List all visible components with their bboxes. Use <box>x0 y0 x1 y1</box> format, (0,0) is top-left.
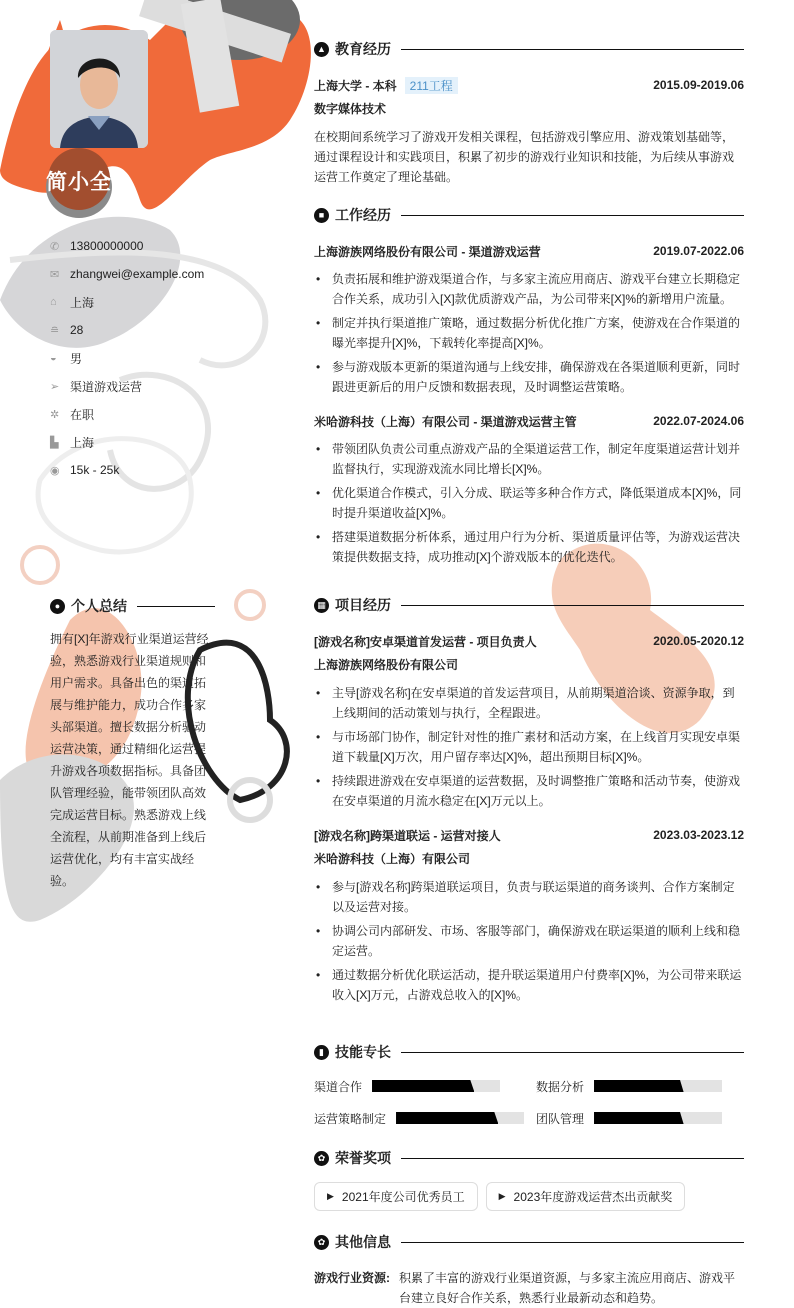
skill-name: 运营策略制定 <box>314 1111 387 1126</box>
section-title: 其他信息 <box>335 1234 391 1250</box>
date: 2020.05-2020.12 <box>653 634 744 648</box>
skill-name: 数据分析 <box>536 1079 585 1094</box>
bullet: • 制定并执行渠道推广策略，通过数据分析优化推广方案，使游戏在合作渠道的曝光率提升[X]%，下载转化率提高[X]%。 <box>314 313 744 353</box>
projects-section <box>314 595 744 1009</box>
info-icon: ✿ <box>314 1235 329 1250</box>
section-title: 技能专长 <box>335 1044 391 1060</box>
candidate-name: 简小全 <box>46 171 112 194</box>
bullet: • 搭建渠道数据分析体系，通过用户行为分析、渠道质量评估等，为游戏运营决策提供数据支持，成功推动[X]个游戏版本的优化迭代。 <box>314 527 744 567</box>
info-status <box>50 400 250 428</box>
bullet: • 协调公司内部研发、市场、客服等部门，确保游戏在联运渠道的顺利上线和稳定运营。 <box>314 921 744 961</box>
divider <box>401 215 744 216</box>
skill-bar-fill <box>594 1080 684 1092</box>
bullet: • 主导[游戏名称]在安卓渠道的首发运营项目，从前期渠道洽谈、资源争取，到上线期间的活动策划与执行，全程跟进。 <box>314 683 744 723</box>
divider <box>401 1052 744 1053</box>
date: 2023.03-2023.12 <box>653 828 744 842</box>
project-company: 米哈游科技（上海）有限公司 <box>314 852 471 866</box>
briefcase-icon: ■ <box>314 208 329 223</box>
bullet: • 参与[游戏名称]跨渠道联运项目，负责与联运渠道的商务谈判、合作方案制定以及运营对接。 <box>314 877 744 917</box>
job-title: 米哈游科技（上海）有限公司 - 渠道游戏运营主管 <box>314 414 577 429</box>
date: 2015.09-2019.06 <box>653 78 744 92</box>
cake-icon: ≘ <box>50 324 60 337</box>
skill-bar-fill <box>396 1112 498 1124</box>
skill-item <box>536 1108 744 1128</box>
divider <box>137 606 215 607</box>
date: 2019.07-2022.06 <box>653 244 744 258</box>
send-icon: ➢ <box>50 380 60 393</box>
bullet: • 持续跟进游戏在安卓渠道的运营数据，及时调整推广策略和活动节奏，使游戏在安卓渠道的月流水稳定在[X]万元以上。 <box>314 771 744 811</box>
bullet: • 与市场部门协作，制定针对性的推广素材和活动方案，在上线首月实现安卓渠道下载量[X]万次，用户留存率达[X]%，超出预期目标[X]%。 <box>314 727 744 767</box>
summary-text: 拥有[X]年游戏行业渠道运营经验，熟悉游戏行业渠道规则和用户需求。具备出色的渠道拓展与维护能力，成功合作多家头部渠道。擅长数据分析驱动运营决策，通过精细化运营提升游戏各项数据指标。具备团队管理经验，能带领团队高效完成运营目标。熟悉游戏上线全流程，从前期准备到上线后运营优化，均有丰富实战经验。 <box>50 632 209 888</box>
profile-photo <box>50 30 148 148</box>
summary-section <box>50 596 215 892</box>
skill-item <box>314 1108 536 1128</box>
bullet: • 带领团队负责公司重点游戏产品的全渠道运营工作，制定年度渠道运营计划并监督执行，实现游戏流水同比增长[X]%。 <box>314 439 744 479</box>
award-label: 2021年度公司优秀员工 <box>341 1190 465 1204</box>
info-city <box>50 428 250 456</box>
info-phone <box>50 232 250 260</box>
phone-icon: ✆ <box>50 240 60 253</box>
status-icon: ✲ <box>50 408 60 421</box>
job-title: 上海游族网络股份有限公司 - 渠道游戏运营 <box>314 244 541 259</box>
skill-bar-fill <box>372 1080 474 1092</box>
award-item <box>314 1182 478 1211</box>
gender-icon: ◒ <box>50 352 57 364</box>
skill-bar <box>594 1080 722 1092</box>
bullet: • 参与游戏版本更新的渠道沟通与上线安排，确保游戏在各渠道顺利更新，同时跟进更新后的用户反馈和数据表现，及时调整运营策略。 <box>314 357 744 397</box>
school-name: 上海大学 - 本科 <box>314 78 397 93</box>
bullet: • 优化渠道合作模式，引入分成、联运等多种合作方式，降低渠道成本[X]%，同时提升渠道收益[X]%。 <box>314 483 744 523</box>
award-icon: ✿ <box>314 1151 329 1166</box>
skill-name: 团队管理 <box>536 1111 585 1126</box>
bullet: • 负责拓展和维护游戏渠道合作，与多家主流应用商店、游戏平台建立长期稳定合作关系，成功引入[X]款优质游戏产品，为公司带来[X]%的新增用户流量。 <box>314 269 744 309</box>
education-desc: 在校期间系统学习了游戏开发相关课程，包括游戏引擎应用、游戏策划基础等，通过课程设计和实践项目，积累了初步的游戏行业知识和技能，为后续从事游戏运营工作奠定了理论基础。 <box>314 130 735 184</box>
skill-bar <box>372 1080 500 1092</box>
section-title: 工作经历 <box>335 207 391 223</box>
info-value: zhangwei@example.com <box>70 267 205 281</box>
work-section <box>314 205 744 571</box>
skill-item <box>314 1076 536 1096</box>
info-position <box>50 372 250 400</box>
info-value: 渠道游戏运营 <box>70 379 143 394</box>
award-label: 2023年度游戏运营杰出贡献奖 <box>513 1190 673 1204</box>
divider <box>401 49 744 50</box>
skills-section <box>314 1042 744 1128</box>
info-value: 在职 <box>70 407 95 422</box>
skill-bar <box>396 1112 524 1124</box>
graduation-cap-icon: ▲ <box>314 42 329 57</box>
section-title: 荣誉奖项 <box>335 1150 391 1166</box>
info-value: 上海 <box>70 295 95 310</box>
bar-chart-icon: ▮ <box>314 1045 329 1060</box>
awards-section <box>314 1148 744 1211</box>
divider <box>401 1158 744 1159</box>
divider <box>401 1242 744 1243</box>
info-age <box>50 316 250 344</box>
project-title: [游戏名称]跨渠道联运 - 运营对接人 <box>314 828 501 843</box>
other-value: 积累了丰富的游戏行业渠道资源，与多家主流应用商店、游戏平台建立良好合作关系，熟悉行业最新动态和趋势。 <box>399 1271 736 1305</box>
personal-info <box>50 232 250 484</box>
grid-icon: ▦ <box>314 598 329 613</box>
salary-icon: ◉ <box>50 464 60 477</box>
triangle-icon: ▶ <box>498 1191 506 1201</box>
name-badge <box>44 148 114 218</box>
other-section <box>314 1232 744 1308</box>
skill-name: 渠道合作 <box>314 1079 363 1094</box>
other-key: 游戏行业资源: <box>314 1271 390 1285</box>
section-title: 个人总结 <box>71 598 127 614</box>
skill-bar-fill <box>594 1112 684 1124</box>
school-tag: 211工程 <box>405 77 458 94</box>
info-gender <box>50 344 250 372</box>
info-value: 上海 <box>70 435 95 450</box>
skill-bar <box>594 1112 722 1124</box>
info-salary <box>50 456 250 484</box>
project-title: [游戏名称]安卓渠道首发运营 - 项目负责人 <box>314 634 537 649</box>
divider <box>401 605 744 606</box>
mail-icon: ✉ <box>50 268 60 281</box>
info-value: 15k - 25k <box>70 463 120 477</box>
bullet: • 通过数据分析优化联运活动，提升联运渠道用户付费率[X]%，为公司带来联运收入[X]万元，占游戏总收入的[X]%。 <box>314 965 744 1005</box>
section-title: 项目经历 <box>335 597 391 613</box>
date: 2022.07-2024.06 <box>653 414 744 428</box>
info-value: 28 <box>70 323 84 337</box>
education-section <box>314 39 744 187</box>
info-location <box>50 288 250 316</box>
skill-item <box>536 1076 744 1096</box>
user-icon: ● <box>50 599 65 614</box>
triangle-icon: ▶ <box>327 1191 334 1201</box>
info-value: 男 <box>70 351 83 366</box>
home-icon: ⌂ <box>50 296 57 308</box>
award-item <box>486 1182 686 1211</box>
section-title: 教育经历 <box>335 41 391 57</box>
building-icon: ▙ <box>50 436 59 449</box>
major: 数字媒体技术 <box>314 102 387 116</box>
info-email <box>50 260 250 288</box>
info-value: 13800000000 <box>70 239 144 253</box>
project-company: 上海游族网络股份有限公司 <box>314 658 459 672</box>
